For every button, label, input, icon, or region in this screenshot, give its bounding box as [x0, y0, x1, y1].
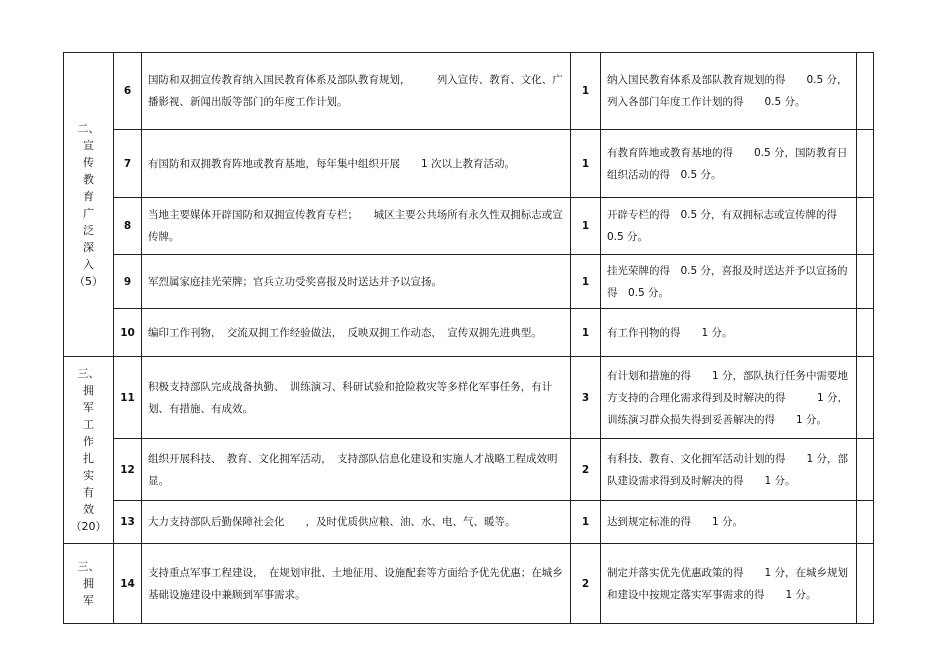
empty-cell — [857, 53, 874, 130]
table-row — [64, 501, 874, 544]
evaluation-table — [63, 52, 874, 624]
scoring-criteria: 有工作刊物的得 1 分。 — [601, 309, 857, 357]
item-content: 大力支持部队后勤保障社会化 ，及时优质供应粮、油、水、电、气、暖等。 — [142, 501, 571, 544]
empty-cell — [857, 309, 874, 357]
item-number: 14 — [114, 544, 142, 624]
table-row — [64, 198, 874, 255]
item-number: 8 — [114, 198, 142, 255]
empty-cell — [857, 501, 874, 544]
empty-cell — [857, 544, 874, 624]
table-row — [64, 357, 874, 439]
scoring-criteria: 纳入国民教育体系及部队教育规划的得 0.5 分，列入各部门年度工作计划的得 0.5 分。 — [601, 53, 857, 130]
item-number: 11 — [114, 357, 142, 439]
table-row — [64, 439, 874, 501]
category-cell: 三、 拥 军 工 作 扎 实 有 效 （20） — [64, 357, 114, 544]
item-number: 9 — [114, 255, 142, 309]
table-row — [64, 309, 874, 357]
scoring-criteria: 有计划和措施的得 1 分，部队执行任务中需要地方支持的合理化需求得到及时解决的得 1 分，训练演习群众损失得到妥善解决的得 1 分。 — [601, 357, 857, 439]
item-score: 1 — [571, 198, 601, 255]
scoring-criteria: 达到规定标准的得 1 分。 — [601, 501, 857, 544]
table-row — [64, 255, 874, 309]
scoring-criteria: 挂光荣牌的得 0.5 分，喜报及时送达并予以宣扬的得 0.5 分。 — [601, 255, 857, 309]
category-label: 二、 — [77, 121, 100, 135]
empty-cell — [857, 198, 874, 255]
table-row — [64, 53, 874, 130]
category-cell: 三、 拥 军 — [64, 544, 114, 624]
item-content: 国防和双拥宣传教育纳入国民教育体系及部队教育规划， 列入宣传、教育、文化、广播影视、新闻出版等部门的年度工作计划。 — [142, 53, 571, 130]
item-content: 支持重点军事工程建设， 在规划审批、土地征用、设施配套等方面给予优先优惠；在城乡基础设施建设中兼顾到军事需求。 — [142, 544, 571, 624]
item-number: 13 — [114, 501, 142, 544]
table-row — [64, 130, 874, 198]
item-score: 1 — [571, 53, 601, 130]
empty-cell — [857, 130, 874, 198]
item-score: 2 — [571, 439, 601, 501]
table-row — [64, 544, 874, 624]
empty-cell — [857, 255, 874, 309]
item-score: 2 — [571, 544, 601, 624]
scoring-criteria: 有教育阵地或教育基地的得 0.5 分，国防教育日组织活动的得 0.5 分。 — [601, 130, 857, 198]
item-content: 编印工作刊物， 交流双拥工作经验做法， 反映双拥工作动态， 宣传双拥先进典型。 — [142, 309, 571, 357]
category-label: 三、 — [77, 560, 100, 573]
scoring-criteria: 有科技、教育、文化拥军活动计划的得 1 分，部队建设需求得到及时解决的得 1 分。 — [601, 439, 857, 501]
scoring-criteria: 制定并落实优先优惠政策的得 1 分，在城乡规划和建设中按规定落实军事需求的得 1 分。 — [601, 544, 857, 624]
item-score: 3 — [571, 357, 601, 439]
item-score: 1 — [571, 309, 601, 357]
scoring-criteria: 开辟专栏的得 0.5 分，有双拥标志或宣传牌的得 0.5 分。 — [601, 198, 857, 255]
category-cell: 二、 宣 传 教 育 广 泛 深 入 （5） — [64, 53, 114, 357]
empty-cell — [857, 357, 874, 439]
item-content: 当地主要媒体开辟国防和双拥宣传教育专栏； 城区主要公共场所有永久性双拥标志或宣传牌。 — [142, 198, 571, 255]
item-number: 10 — [114, 309, 142, 357]
empty-cell — [857, 439, 874, 501]
item-content: 军烈属家庭挂光荣牌；官兵立功受奖喜报及时送达并予以宣扬。 — [142, 255, 571, 309]
item-content: 积极支持部队完成战备执勤、 训练演习、科研试验和抢险救灾等多样化军事任务，有计划、有措施、有成效。 — [142, 357, 571, 439]
item-number: 7 — [114, 130, 142, 198]
item-content: 有国防和双拥教育阵地或教育基地，每年集中组织开展 1 次以上教育活动。 — [142, 130, 571, 198]
item-number: 12 — [114, 439, 142, 501]
item-score: 1 — [571, 501, 601, 544]
item-score: 1 — [571, 255, 601, 309]
item-score: 1 — [571, 130, 601, 198]
item-number: 6 — [114, 53, 142, 130]
category-label: 三、 — [77, 367, 100, 380]
item-content: 组织开展科技、 教育、文化拥军活动， 支持部队信息化建设和实施人才战略工程成效明显。 — [142, 439, 571, 501]
